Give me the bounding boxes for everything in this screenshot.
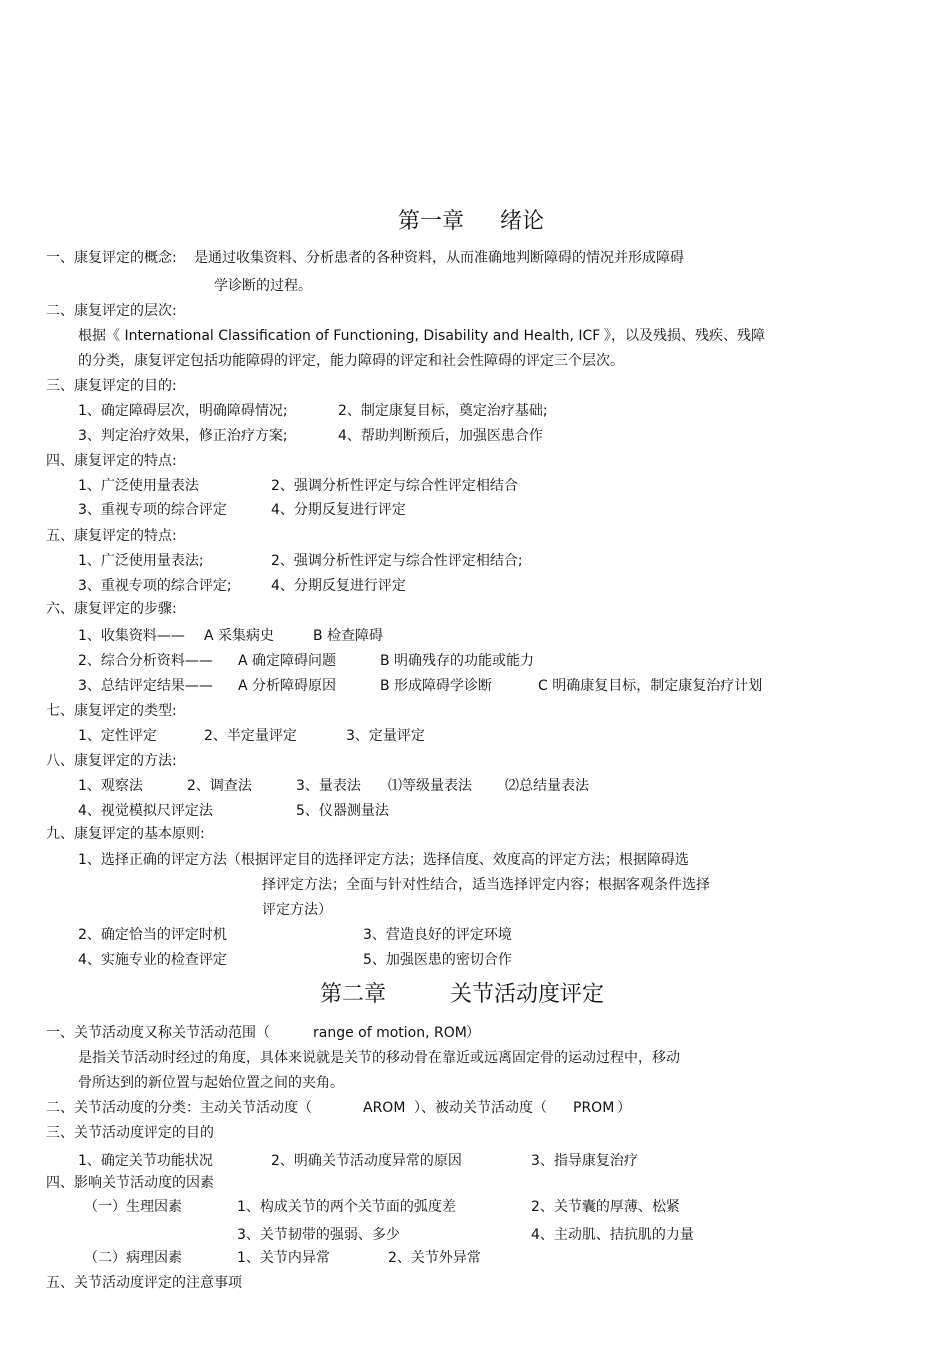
- s4-item1: 1、广泛使用量表法: [78, 478, 199, 494]
- s2-line1b: 》，以及残损、残疾、残障: [604, 328, 765, 344]
- s7-item3: 3、定量评定: [346, 728, 425, 744]
- c2s4-group1: （一）生理因素: [84, 1199, 182, 1215]
- s6-r1-lead: 1、收集资料——: [78, 628, 185, 644]
- s8-item3: 3、量表法: [296, 778, 361, 794]
- c2s3-heading: 三、关节活动度评定的目的: [46, 1125, 214, 1141]
- c2s4-g1-item4: 4、主动肌、拮抗肌的力量: [531, 1227, 694, 1243]
- c2s2-part-c: ）、被动关节活动度（: [414, 1100, 547, 1116]
- s7-item2: 2、半定量评定: [204, 728, 297, 744]
- s9-item5: 5、加强医患的密切合作: [363, 952, 512, 968]
- c2s1-line2: 骨所达到的新位置与起始位置之间的夹角。: [78, 1075, 344, 1091]
- s6-r2-lead: 2、综合分析资料——: [78, 653, 213, 669]
- s3-item2: 2、制定康复目标，奠定治疗基础;: [338, 403, 548, 419]
- s8-heading: 八、康复评定的方法:: [46, 753, 177, 769]
- s8-item1: 1、观察法: [78, 778, 143, 794]
- s6-r2-a: A 确定障碍问题: [238, 653, 337, 669]
- c2s4-g1-item2: 2、关节囊的厚薄、松紧: [531, 1199, 680, 1215]
- c2s1-english: range of motion, ROM: [313, 1025, 467, 1041]
- chapter1-title-name: 绪论: [500, 209, 545, 234]
- s9-item1c: 评定方法）: [262, 902, 332, 918]
- s5-item2: 2、强调分析性评定与综合性评定相结合;: [271, 553, 523, 569]
- s9-item3: 3、营造良好的评定环境: [363, 927, 512, 943]
- c2s1-close: ）: [466, 1025, 480, 1041]
- s3-heading: 三、康复评定的目的:: [46, 378, 177, 394]
- s8-item5: 5、仪器测量法: [296, 803, 389, 819]
- s7-item1: 1、定性评定: [78, 728, 157, 744]
- c2s4-group2: （二）病理因素: [84, 1250, 182, 1266]
- c2s5-heading: 五、关节活动度评定的注意事项: [46, 1275, 242, 1291]
- s6-heading: 六、康复评定的步骤:: [46, 601, 177, 617]
- s3-item1: 1、确定障碍层次，明确障碍情况;: [78, 403, 288, 419]
- c2s4-g1-item3: 3、关节韧带的强弱、多少: [237, 1227, 400, 1243]
- c2s3-item2: 2、明确关节活动度异常的原因: [271, 1153, 462, 1169]
- s4-heading: 四、康复评定的特点:: [46, 453, 177, 469]
- s5-heading: 五、康复评定的特点:: [46, 528, 177, 544]
- s8-item2: 2、调查法: [187, 778, 252, 794]
- s5-item1: 1、广泛使用量表法;: [78, 553, 204, 569]
- c2s1-line1: 是指关节活动时经过的角度，具体来说就是关节的移动骨在靠近或远离固定骨的运动过程中，移动: [78, 1050, 680, 1066]
- s9-heading: 九、康复评定的基本原则:: [46, 826, 205, 842]
- s6-r2-b: B 明确残存的功能或能力: [380, 653, 535, 669]
- s6-r3-lead: 3、总结评定结果——: [78, 678, 213, 694]
- s8-item3a: ⑴等级量表法: [388, 778, 472, 794]
- s3-item4: 4、帮助判断预后，加强医患合作: [338, 428, 543, 444]
- c2s3-item3: 3、指导康复治疗: [531, 1153, 638, 1169]
- s5-item3: 3、重视专项的综合评定;: [78, 578, 232, 594]
- s4-item2: 2、强调分析性评定与综合性评定相结合: [271, 478, 518, 494]
- c2s2-prom: PROM: [573, 1100, 615, 1116]
- s9-item1b: 择评定方法；全面与针对性结合，适当选择评定内容；根据客观条件选择: [262, 877, 710, 893]
- c2s1-heading: 一、关节活动度又称关节活动范围（: [46, 1025, 270, 1041]
- c2s2-part-a: 二、关节活动度的分类：主动关节活动度（: [46, 1100, 312, 1116]
- s6-r1-a: A 采集病史: [204, 628, 275, 644]
- s6-r3-a: A 分析障碍原因: [238, 678, 337, 694]
- s4-item3: 3、重视专项的综合评定: [78, 502, 227, 518]
- chapter2-title-number: 第二章: [320, 982, 387, 1007]
- s8-item4: 4、视觉模拟尺评定法: [78, 803, 213, 819]
- s4-item4: 4、分期反复进行评定: [271, 502, 406, 518]
- chapter1-title-number: 第一章: [398, 209, 465, 234]
- s1-text: 是通过收集资料、分析患者的各种资料，从而准确地判断障碍的情况并形成障碍: [194, 250, 684, 266]
- s9-item4: 4、实施专业的检查评定: [78, 952, 227, 968]
- c2s2-arom: AROM: [363, 1100, 406, 1116]
- c2s4-g2-item1: 1、关节内异常: [237, 1250, 330, 1266]
- chapter2-title-name: 关节活动度评定: [450, 982, 605, 1007]
- s1-heading: 一、康复评定的概念:: [46, 250, 177, 266]
- s7-heading: 七、康复评定的类型:: [46, 703, 177, 719]
- s9-item1a: 1、选择正确的评定方法（根据评定目的选择评定方法；选择信度、效度高的评定方法；根据障碍选: [78, 852, 689, 868]
- s6-r1-b: B 检查障碍: [313, 628, 384, 644]
- c2s3-item1: 1、确定关节功能状况: [78, 1153, 213, 1169]
- c2s2-part-e: ）: [617, 1100, 631, 1116]
- s3-item3: 3、判定治疗效果，修正治疗方案;: [78, 428, 288, 444]
- s2-heading: 二、康复评定的层次:: [46, 303, 177, 319]
- s9-item2: 2、确定恰当的评定时机: [78, 927, 227, 943]
- s8-item3b: ⑵总结量表法: [505, 778, 589, 794]
- s5-item4: 4、分期反复进行评定: [271, 578, 406, 594]
- c2s4-heading: 四、影响关节活动度的因素: [46, 1175, 214, 1191]
- s2-line1a: 根据《 International Classification of Functioning, Disability and Health, ICF: [78, 328, 601, 344]
- s1-text-cont: 学诊断的过程。: [214, 278, 312, 294]
- c2s4-g1-item1: 1、构成关节的两个关节面的弧度差: [237, 1199, 456, 1215]
- c2s4-g2-item2: 2、关节外异常: [388, 1250, 481, 1266]
- s6-r3-b: B 形成障碍学诊断: [380, 678, 493, 694]
- s2-line2: 的分类，康复评定包括功能障碍的评定，能力障碍的评定和社会性障碍的评定三个层次。: [78, 353, 624, 369]
- s6-r3-c: C 明确康复目标，制定康复治疗计划: [538, 678, 763, 694]
